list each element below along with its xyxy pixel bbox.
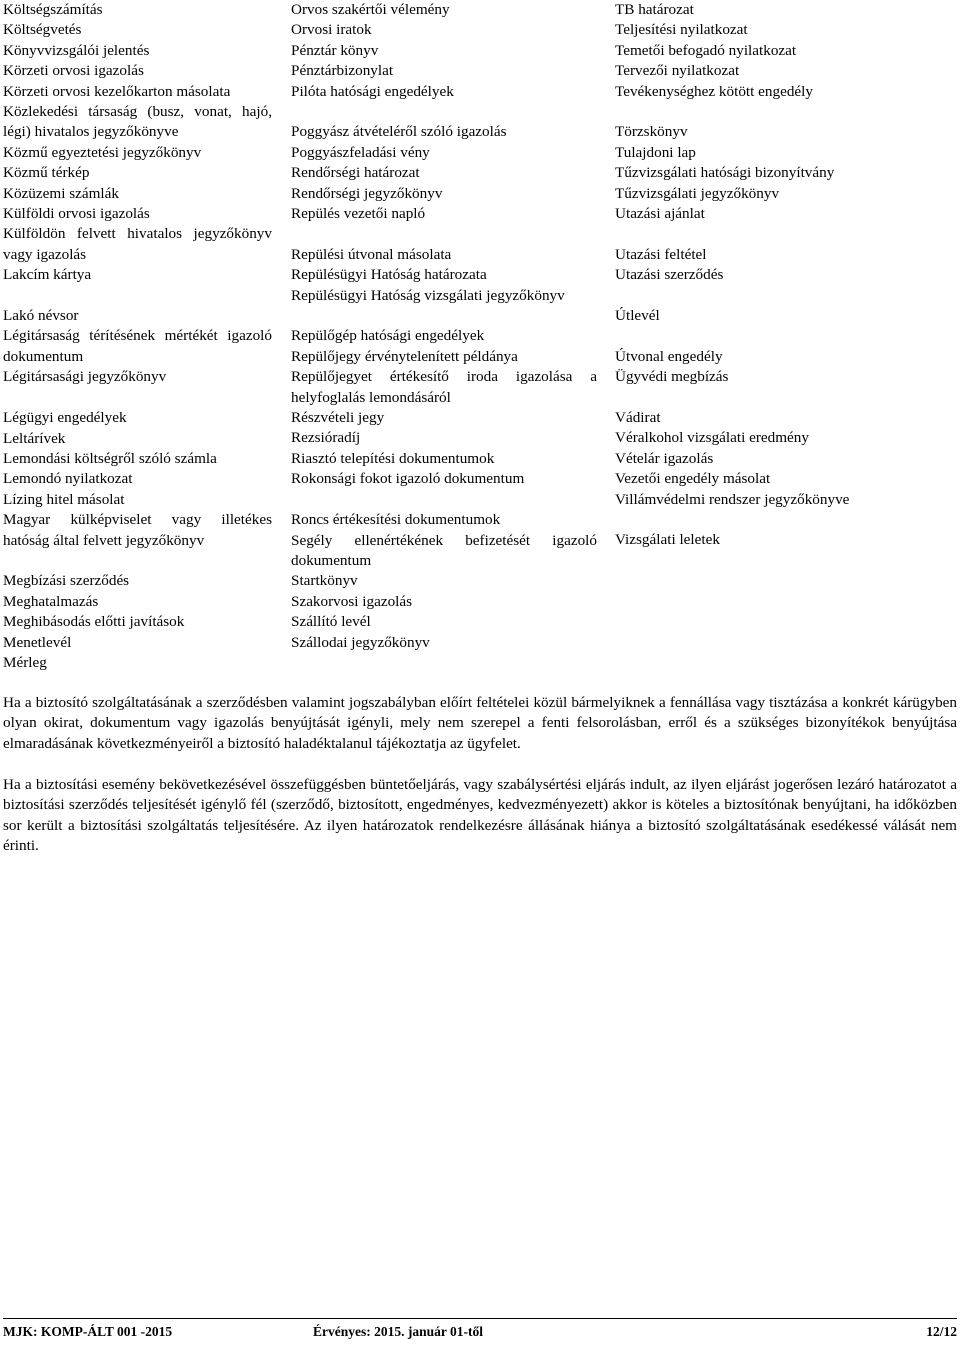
document-list-item: Közmű térkép xyxy=(3,164,90,182)
document-list-item: Szállító levél xyxy=(291,613,371,631)
document-list-item: TB határozat xyxy=(615,1,694,18)
document-list-item: Repülésügyi Hatóság vizsgálati jegyzőkönyv xyxy=(291,286,565,304)
document-list-item: Törzskönyv xyxy=(615,123,688,141)
list-spacer xyxy=(615,510,955,530)
document-list-item: Vizsgálati leletek xyxy=(615,531,720,549)
document-list-item: Vádirat xyxy=(615,409,661,427)
footer-valid-from: Érvényes: 2015. január 01-től xyxy=(313,1324,483,1339)
document-list-item: Körzeti orvosi kezelőkarton másolata xyxy=(3,82,231,100)
document-list-item: Külföldön felvett hivatalos jegyzőkönyv vagy igazolás xyxy=(3,225,272,263)
document-list-item: Poggyászfeladási vény xyxy=(291,143,430,161)
document-list-item: Utazási szerződés xyxy=(615,266,724,284)
document-list-item: Útlevél xyxy=(615,307,660,325)
document-list-item: Pénztárbizonylat xyxy=(291,62,394,80)
document-list-item: Vételár igazolás xyxy=(615,449,714,467)
document-list-item: Költségvetés xyxy=(3,21,82,39)
document-list-item: Pilóta hatósági engedélyek xyxy=(291,82,454,100)
document-list-item: Orvosi iratok xyxy=(291,21,372,39)
list-spacer xyxy=(291,490,597,510)
list-spacer xyxy=(615,388,955,408)
document-list-item: Részvételi jegy xyxy=(291,409,385,427)
document-list-item: Szakorvosi igazolás xyxy=(291,592,413,610)
list-spacer xyxy=(291,102,597,122)
document-list-item: Külföldi orvosi igazolás xyxy=(3,205,150,223)
list-spacer xyxy=(615,326,955,346)
document-list-item: Megbízási szerződés xyxy=(3,572,130,590)
document-list-item: Tűzvizsgálati jegyzőkönyv xyxy=(615,184,780,202)
document-list-item: Lemondó nyilatkozat xyxy=(3,470,133,488)
list-spacer xyxy=(3,286,272,306)
document-list-item: Tervezői nyilatkozat xyxy=(615,62,740,80)
document-list-item: Rokonsági fokot igazoló dokumentum xyxy=(291,470,525,488)
document-list-item: Közmű egyeztetési jegyzőkönyv xyxy=(3,143,202,161)
document-list-item: Utazási ajánlat xyxy=(615,205,705,223)
list-spacer xyxy=(615,286,955,306)
list-spacer xyxy=(3,388,272,408)
document-list-item: Légitársaság térítésének mértékét igazoló dokumentum xyxy=(3,327,272,365)
document-list-item: Lakó névsor xyxy=(3,307,79,325)
document-list-item: Mérleg xyxy=(3,653,47,671)
document-list-item: Tevékenységhez kötött engedély xyxy=(615,82,813,100)
list-spacer xyxy=(291,224,597,244)
document-list-item: Meghibásodás előtti javítások xyxy=(3,613,185,631)
document-list-item: Költségszámítás xyxy=(3,1,103,18)
document-list-item: Riasztó telepítési dokumentumok xyxy=(291,449,495,467)
document-list-column-2 xyxy=(291,0,597,653)
document-list-item: Légitársasági jegyzőkönyv xyxy=(3,368,167,386)
document-list-item: Lakcím kártya xyxy=(3,266,92,284)
notice-paragraph-criminal-proceedings: Ha a biztosítási esemény bekövetkezésével összefüggésben büntetőeljárás, vagy szabálysértési eljárás indult, az ilyen eljárást jogerősen lezáró határozatot a biztosítási szerződés teljesítését igénylő fél (szerződő, biztosított, engedményes, kedvezményezett) akkor is köteles a biztosítónak benyújtani, ha időközben sor került a biztosítási szolgáltatás teljesítésére. Az ilyen határozatok rendelkezésre állásának hiánya a biztosító szolgáltatásának esedékessé válását nem érinti. xyxy=(3,776,957,855)
document-list-item: Repülésügyi Hatóság határozata xyxy=(291,266,487,284)
document-list-item: Meghatalmazás xyxy=(3,592,99,610)
document-list-item: Repülőgép hatósági engedélyek xyxy=(291,327,485,345)
document-list-item: Roncs értékesítési dokumentumok xyxy=(291,511,501,529)
document-list-item: Tulajdoni lap xyxy=(615,143,696,161)
document-list-item: Lízing hitel másolat xyxy=(3,490,125,508)
document-list-item: Szállodai jegyzőkönyv xyxy=(291,633,430,651)
document-list-item: Segély ellenértékének befizetését igazoló dokumentum xyxy=(291,531,597,569)
document-list-item: Repülőjegy érvénytelenített példánya xyxy=(291,347,518,365)
document-list-item: Leltárívek xyxy=(3,429,66,447)
document-list-item: Rezsióradíj xyxy=(291,429,361,447)
document-list-item: Körzeti orvosi igazolás xyxy=(3,62,144,80)
document-list-item: Közlekedési társaság (busz, vonat, hajó, légi) hivatalos jegyzőkönyve xyxy=(3,103,272,141)
list-spacer xyxy=(615,102,955,122)
document-list-item: Repülés vezetői napló xyxy=(291,205,426,223)
document-list-item: Ügyvédi megbízás xyxy=(615,368,729,386)
document-list-item: Rendőrségi határozat xyxy=(291,164,420,182)
footer-divider xyxy=(3,1318,957,1319)
document-list-item: Temetői befogadó nyilatkozat xyxy=(615,41,797,59)
document-list-item: Startkönyv xyxy=(291,572,358,590)
document-list-item: Menetlevél xyxy=(3,633,72,651)
document-list-item: Útvonal engedély xyxy=(615,347,723,365)
document-list-item: Tűzvizsgálati hatósági bizonyítvány xyxy=(615,164,835,182)
footer-page-number: 12/12 xyxy=(926,1324,957,1339)
footer-document-id: MJK: KOMP-ÁLT 001 -2015 xyxy=(3,1324,173,1339)
document-list-item: Véralkohol vizsgálati eredmény xyxy=(615,429,809,447)
document-list-item: Rendőrségi jegyzőkönyv xyxy=(291,184,443,202)
document-list-item: Pénztár könyv xyxy=(291,41,379,59)
document-list-item: Orvos szakértői vélemény xyxy=(291,1,450,18)
document-list-item: Repülési útvonal másolata xyxy=(291,245,452,263)
document-list-item: Poggyász átvételéről szóló igazolás xyxy=(291,123,507,141)
document-list-item: Könyvvizsgálói jelentés xyxy=(3,41,150,59)
list-spacer xyxy=(291,306,597,326)
notice-paragraph-missing-documents: Ha a biztosító szolgáltatásának a szerződésben valamint jogszabályban előírt feltételei közül bármelyiknek a fennállása vagy tisztázása a konkrét kárügyben olyan okirat, dokumentum vagy igazolás benyújtását igényli, mely nem szerepel a fenti felsorolásban, erről és a szükséges bizonyítékok benyújtása elmaradásának következményeiről a biztosító haladéktalanul tájékoztatja az ügyfelet. xyxy=(3,694,957,752)
document-list-column-1 xyxy=(3,0,272,673)
document-list-item: Utazási feltétel xyxy=(615,245,707,263)
document-list-item: Repülőjegyet értékesítő iroda igazolása a helyfoglalás lemondásáról xyxy=(291,368,597,406)
document-list-item: Vezetői engedély másolat xyxy=(615,470,771,488)
document-list-item: Magyar külképviselet vagy illetékes hatóság által felvett jegyzőkönyv xyxy=(3,511,272,549)
document-list-item: Közüzemi számlák xyxy=(3,184,119,202)
document-list-column-3 xyxy=(615,0,955,551)
document-list-item: Villámvédelmi rendszer jegyzőkönyve xyxy=(615,490,850,508)
document-list-item: Teljesítési nyilatkozat xyxy=(615,21,748,39)
list-spacer xyxy=(615,224,955,244)
document-list-item: Lemondási költségről szóló számla xyxy=(3,449,217,467)
list-spacer xyxy=(3,551,272,571)
document-list-item: Légügyi engedélyek xyxy=(3,409,127,427)
